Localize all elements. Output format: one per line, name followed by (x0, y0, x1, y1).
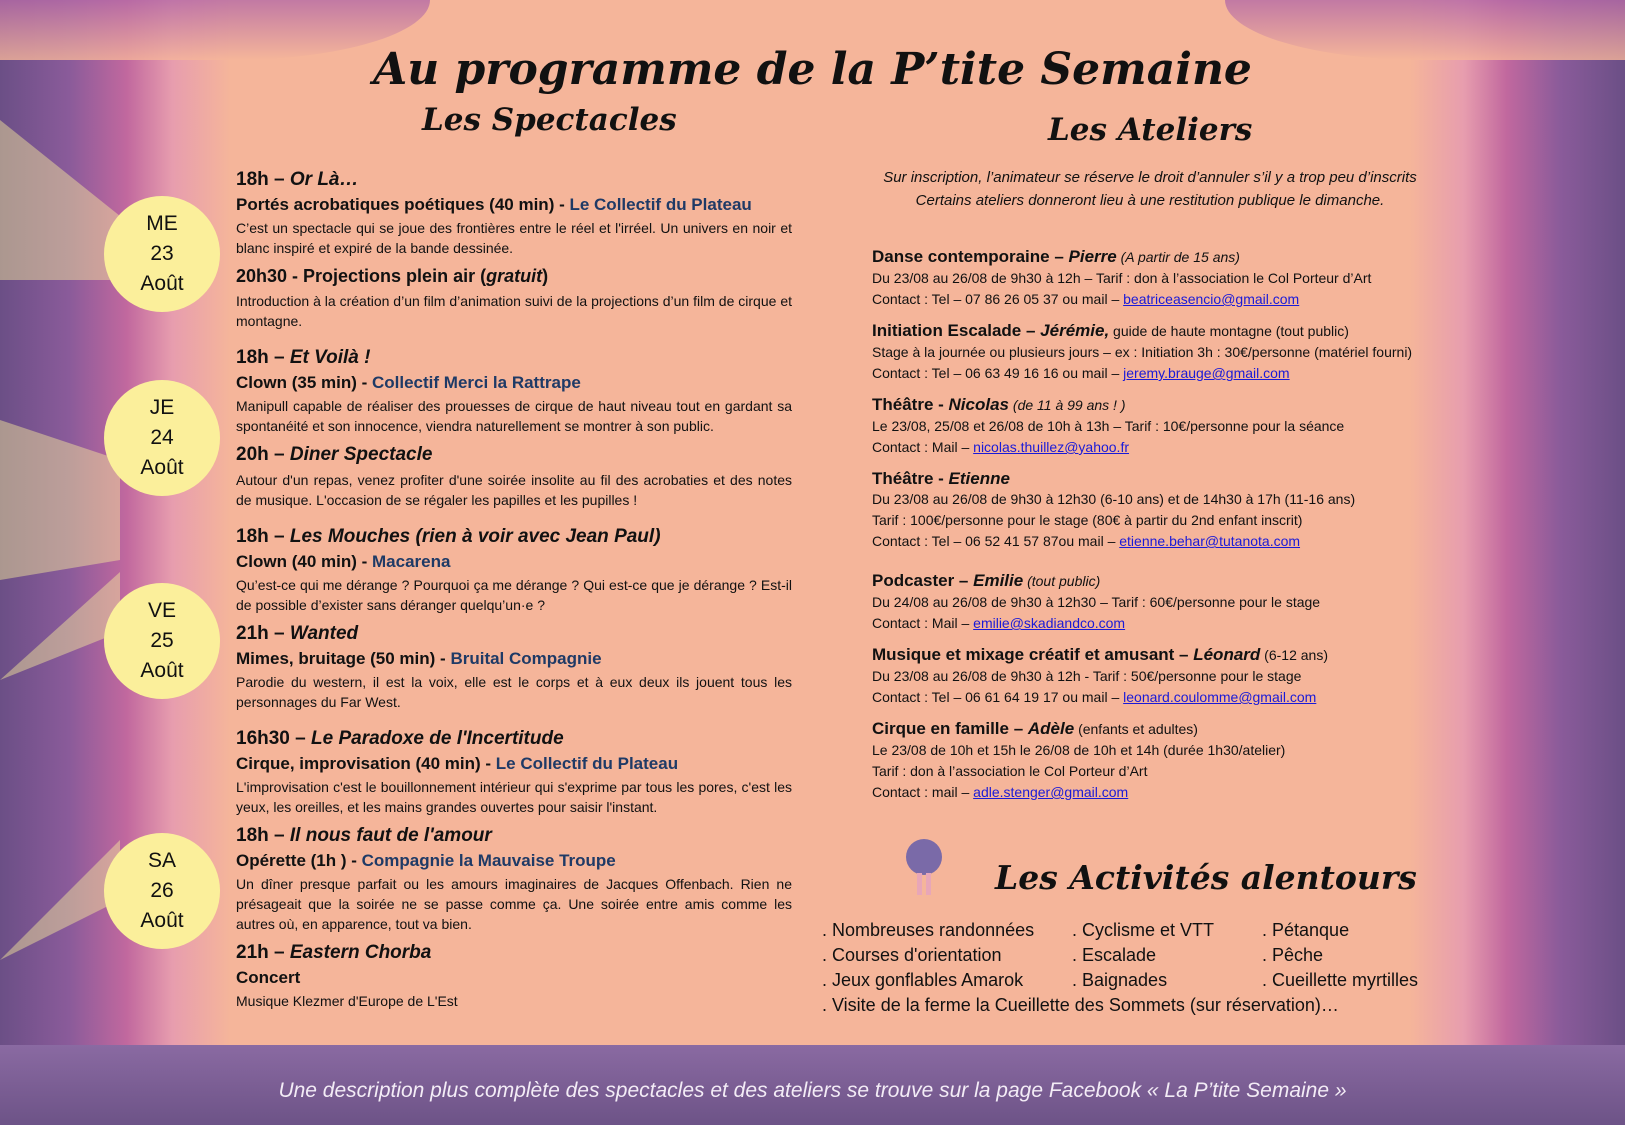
show-entry (236, 728, 792, 817)
atelier-note: (enfants et adultes) (1074, 721, 1198, 737)
activity-item: . Cyclisme et VTT (1072, 920, 1215, 940)
activity-item: . Visite de la ferme la Cueillette des Sommets (sur réservation)… (822, 995, 1339, 1015)
show-time: 16h30 – (236, 728, 311, 749)
show-company: Compagnie la Mauvaise Troupe (361, 851, 616, 870)
show-entry (236, 169, 792, 258)
show-description: Musique Klezmer d'Europe de L'Est (236, 993, 458, 1009)
atelier-detail: Du 23/08 au 26/08 de 9h30 à 12h30 (6-10 ans) et de 14h30 à 17h (11-16 ans) (872, 491, 1356, 507)
atelier-person: Emilie (973, 571, 1024, 590)
day-circle-thursday (104, 380, 220, 496)
atelier-person: Etienne (948, 469, 1010, 488)
activity-item: . Nombreuses randonnées (822, 920, 1035, 940)
show-time: 20h30 - Projections plein air ( (236, 266, 487, 286)
day-number: 23 (150, 242, 174, 265)
atelier-entry (872, 246, 1492, 310)
atelier-note: (de 11 à 99 ans ! ) (1009, 397, 1126, 413)
atelier-title: Podcaster – (872, 571, 974, 590)
show-time: 18h – (236, 169, 290, 190)
show-time-suffix: ) (542, 266, 549, 286)
show-name: Or Là… (289, 169, 359, 190)
atelier-entry (872, 394, 1492, 458)
show-name: Wanted (289, 623, 359, 644)
show-name: Et Voilà ! (289, 347, 371, 368)
show-entry (236, 444, 792, 510)
day-abbr: ME (146, 212, 178, 235)
show-description: Qu’est-ce qui me dérange ? Pourquoi ça me dérange ? Qui est-ce que je dérange ? Est-il de possible d’exister sans déranger quelqu’un·e ? (236, 577, 792, 613)
spectacles-list (236, 167, 792, 1019)
show-description: Un dîner presque parfait ou les amours imaginaires de Jacques Offenbach. Rien ne présageait que la soirée ne se passe comme ça. Une soirée entre amis comme les autres où, en apparence, tout va bien. (236, 876, 792, 932)
atelier-entry (872, 320, 1492, 384)
show-genre: Cirque, improvisation (40 min) - (236, 754, 496, 773)
show-entry (236, 266, 792, 331)
show-entry (236, 942, 792, 1011)
activity-item: . Escalade (1072, 945, 1157, 965)
atelier-note: (6-12 ans) (1260, 647, 1328, 663)
intro-line: Sur inscription, l’animateur se réserve le droit d’annuler s’il y a trop peu d’inscrits (883, 169, 1417, 186)
atelier-email-link[interactable]: beatriceasencio@gmail.com (1123, 291, 1300, 307)
show-company: Bruital Compagnie (450, 649, 602, 668)
atelier-title: Initiation Escalade – (872, 321, 1041, 340)
atelier-entry (872, 644, 1492, 708)
atelier-detail: Du 23/08 au 26/08 de 9h30 à 12h – Tarif : don à l’association le Col Porteur d’Art (872, 270, 1372, 286)
atelier-contact: Contact : Tel – 06 61 64 19 17 ou mail – (872, 689, 1124, 705)
day-circle-saturday (104, 833, 220, 949)
activity-item: . Jeux gonflables Amarok (822, 970, 1024, 990)
show-entry (236, 825, 792, 934)
show-description: Manipull capable de réaliser des prouesses de cirque de haut niveau tout en gardant sa spontanéité et son innocence, viendra naturellement se montrer à son public. (236, 398, 792, 434)
atelier-detail: Le 23/08 de 10h et 15h le 26/08 de 10h et 14h (durée 1h30/atelier) (872, 742, 1286, 758)
atelier-person: Nicolas (948, 395, 1010, 414)
atelier-email-link[interactable]: emilie@skadiandco.com (973, 615, 1126, 631)
show-time: 18h – (236, 526, 290, 547)
atelier-note: guide de haute montagne (tout public) (1109, 323, 1349, 339)
day-month: Août (140, 909, 184, 932)
ateliers-intro (830, 166, 1470, 212)
atelier-detail: Du 23/08 au 26/08 de 9h30 à 12h - Tarif : 50€/personne pour le stage (872, 668, 1302, 684)
show-entry (236, 347, 792, 436)
atelier-email-link[interactable]: jeremy.brauge@gmail.com (1123, 365, 1290, 381)
day-abbr: JE (149, 396, 175, 419)
activity-item: . Courses d'orientation (822, 945, 1002, 965)
day-circle-friday (104, 583, 220, 699)
show-genre: Clown (35 min) - (236, 373, 372, 392)
atelier-contact: Contact : mail – (872, 784, 974, 800)
day-number: 24 (150, 426, 174, 449)
show-name: Le Paradoxe de l'Incertitude (311, 728, 564, 749)
puppet-illustration (904, 835, 944, 905)
day-month: Août (140, 659, 184, 682)
atelier-title: Cirque en famille – (872, 719, 1028, 738)
activities-list (822, 918, 1462, 1018)
atelier-contact: Contact : Mail – (872, 439, 974, 455)
show-company: Macarena (372, 552, 451, 571)
footer-note: Une description plus complète des spectacles et des ateliers se trouve sur la page Facebook « La P’tite Semaine » (278, 1079, 1347, 1102)
day-circle-wednesday (104, 196, 220, 312)
atelier-detail: Tarif : 100€/personne pour le stage (80€ à partir du 2nd enfant inscrit) (872, 512, 1303, 528)
atelier-entry (872, 570, 1492, 634)
activity-item: . Pêche (1262, 945, 1324, 965)
day-month: Août (140, 272, 184, 295)
show-description: Autour d'un repas, venez profiter d'une soirée insolite au fil des acrobaties et des notes de musique. L'occasion de se régaler les papilles et les pupilles ! (236, 472, 792, 508)
show-time: 20h – (236, 444, 290, 465)
show-time: 21h – (236, 623, 290, 644)
atelier-note: (A partir de 15 ans) (1116, 249, 1240, 265)
show-company: Le Collectif du Plateau (569, 195, 752, 214)
day-month: Août (140, 456, 184, 479)
ateliers-heading: Les Ateliers (1048, 112, 1253, 148)
show-entry (236, 623, 792, 712)
show-genre: Opérette (1h ) - (236, 851, 362, 870)
page-title: Au programme de la P’tite Semaine (373, 44, 1252, 95)
show-time: 18h – (236, 347, 290, 368)
day-abbr: SA (147, 849, 176, 872)
atelier-entry (872, 718, 1492, 803)
activity-item: . Baignades (1072, 970, 1168, 990)
atelier-email-link[interactable]: etienne.behar@tutanota.com (1119, 533, 1301, 549)
atelier-person: Adèle (1027, 719, 1075, 738)
atelier-title: Danse contemporaine – (872, 247, 1069, 266)
atelier-email-link[interactable]: leonard.coulomme@gmail.com (1123, 689, 1317, 705)
activities-heading: Les Activités alentours (995, 858, 1417, 897)
show-company: Collectif Merci la Rattrape (372, 373, 581, 392)
show-genre: Mimes, bruitage (50 min) - (236, 649, 451, 668)
show-genre: Portés acrobatiques poétiques (40 min) - (236, 195, 570, 214)
show-time: 21h – (236, 942, 290, 963)
atelier-detail: Stage à la journée ou plusieurs jours – ex : Initiation 3h : 30€/personne (matériel fourni) (872, 344, 1413, 360)
show-description: C’est un spectacle qui se joue des frontières entre le réel et l'irréel. Un univers en noir et blanc inspiré et expiré de la bande dessinée. (236, 220, 792, 256)
atelier-email-link[interactable]: adle.stenger@gmail.com (973, 784, 1129, 800)
atelier-contact: Contact : Tel – 07 86 26 05 37 ou mail – (872, 291, 1124, 307)
atelier-contact: Contact : Tel – 06 52 41 57 87ou mail – (872, 533, 1120, 549)
show-name: Les Mouches (rien à voir avec Jean Paul) (289, 526, 661, 547)
show-time: 18h – (236, 825, 290, 846)
atelier-detail: Le 23/08, 25/08 et 26/08 de 10h à 13h – Tarif : 10€/personne pour la séance (872, 418, 1345, 434)
show-description: Parodie du western, il est la voix, elle est le corps et à eux deux ils jouent tous les personnages du Far West. (236, 674, 792, 710)
day-abbr: VE (147, 599, 176, 622)
atelier-contact: Contact : Tel – 06 63 49 16 16 ou mail – (872, 365, 1124, 381)
atelier-title: Théâtre - (872, 395, 949, 414)
atelier-contact: Contact : Mail – (872, 615, 974, 631)
show-description: L'improvisation c'est le bouillonnement intérieur qui s'exprime par tous les pores, c'est les yeux, les oreilles, et les mains grandes ouvertes pour saisir l'instant. (236, 779, 792, 815)
atelier-detail: Du 24/08 au 26/08 de 9h30 à 12h30 – Tarif : 60€/personne pour le stage (872, 594, 1321, 610)
day-number: 26 (150, 879, 174, 902)
atelier-entry (872, 468, 1492, 552)
activity-item: . Pétanque (1262, 920, 1350, 940)
show-entry (236, 526, 792, 615)
day-number: 25 (150, 629, 174, 652)
atelier-detail: Tarif : don à l’association le Col Porteur d’Art (872, 763, 1148, 779)
show-genre: Clown (40 min) - (236, 552, 372, 571)
atelier-email-link[interactable]: nicolas.thuillez@yahoo.fr (973, 439, 1130, 455)
show-company: Le Collectif du Plateau (495, 754, 679, 773)
atelier-title: Musique et mixage créatif et amusant – (872, 645, 1194, 664)
atelier-person: Pierre (1068, 247, 1117, 266)
activity-item: . Cueillette myrtilles (1262, 970, 1419, 990)
show-description: Introduction à la création d’un film d’animation suivi de la projections d’un film de cirque et montagne. (236, 293, 792, 329)
show-name: Diner Spectacle (289, 444, 433, 465)
show-genre: Concert (236, 968, 301, 987)
show-name: Eastern Chorba (289, 942, 432, 963)
show-name: gratuit (486, 266, 543, 286)
spectacles-heading: Les Spectacles (422, 102, 677, 138)
atelier-note: (tout public) (1023, 573, 1101, 589)
atelier-person: Jérémie, (1040, 321, 1110, 340)
show-name: Il nous faut de l'amour (289, 825, 492, 846)
intro-line: Certains ateliers donneront lieu à une restitution publique le dimanche. (915, 192, 1385, 209)
ateliers-list (872, 246, 1492, 813)
atelier-title: Théâtre - (872, 469, 949, 488)
atelier-person: Léonard (1193, 645, 1261, 664)
